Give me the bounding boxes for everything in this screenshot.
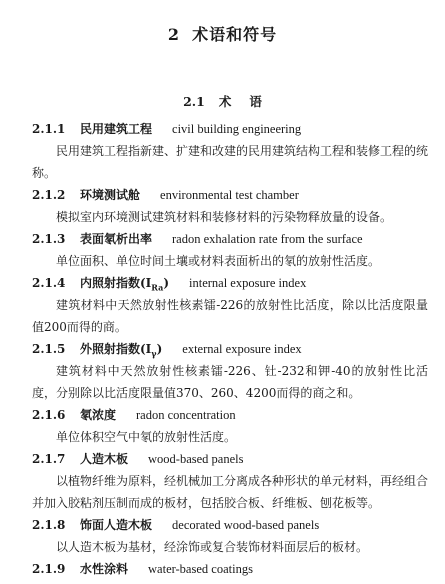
section-number: 2.1: [183, 94, 205, 109]
term-definition: 单位体积空气中氡的放射性活度。: [56, 430, 237, 444]
term-code: 2.1.4: [32, 276, 66, 290]
term-code: 2.1.9: [32, 562, 66, 576]
section-heading-char-2: 语: [249, 94, 262, 109]
term-chinese: 氡浓度: [80, 408, 117, 422]
term-english: internal exposure index: [189, 276, 307, 290]
term-definition: 民用建筑工程指新建、扩建和改建的民用建筑结构工程和装修工程的统称。: [32, 144, 429, 180]
term-entry: [32, 514, 428, 558]
term-code: 2.1.8: [32, 518, 66, 532]
term-english: external exposure index: [182, 342, 302, 356]
term-code: 2.1.7: [32, 452, 66, 466]
term-chinese: 水性涂料: [80, 562, 129, 576]
term-chinese: 人造木板: [80, 452, 129, 466]
term-entry: [32, 184, 428, 228]
term-chinese-main: 内照射指数(I: [80, 276, 152, 290]
term-entry: [32, 272, 428, 338]
term-english: radon concentration: [136, 408, 236, 422]
term-definition: 以植物纤维为原料，经机械加工分离成各种形状的单元材料，再经组合并加入胶粘剂压制而成的板材，包括胶合板、纤维板、刨花板等。: [32, 474, 429, 510]
term-code: 2.1.2: [32, 188, 66, 202]
term-code: 2.1.5: [32, 342, 66, 356]
terms-list: [32, 118, 428, 580]
chapter-number: 2: [167, 25, 181, 44]
term-definition: 模拟室内环境测试建筑材料和装修材料的污染物释放量的设备。: [56, 210, 393, 224]
term-entry: [32, 558, 428, 580]
term-chinese-main: 外照射指数(I: [80, 342, 152, 356]
term-definition: 建筑材料中天然放射性核素镭-226、钍-232和钾-40的放射性比活度，分别除以比活度限量值370、260、4200而得的商之和。: [32, 364, 428, 400]
term-chinese-subscript: γ: [151, 348, 157, 359]
term-chinese: 民用建筑工程: [80, 122, 153, 136]
term-entry: [32, 448, 428, 514]
term-english: decorated wood-based panels: [172, 518, 320, 532]
term-code: 2.1.6: [32, 408, 66, 422]
term-chinese: 饰面人造木板: [80, 518, 153, 532]
term-code: 2.1.1: [32, 122, 66, 136]
term-code: 2.1.3: [32, 232, 66, 246]
section-title: [0, 92, 445, 110]
term-chinese: 环境测试舱: [80, 188, 141, 202]
term-entry: [32, 228, 428, 272]
term-definition: 单位面积、单位时间土壤或材料表面析出的氡的放射性活度。: [56, 254, 381, 268]
term-chinese: [80, 276, 169, 293]
term-chinese-tail: ): [163, 276, 169, 290]
term-english: radon exhalation rate from the surface: [172, 232, 363, 246]
term-chinese: 表面氡析出率: [80, 232, 153, 246]
term-english: environmental test chamber: [160, 188, 299, 202]
term-definition: 建筑材料中天然放射性核素镭-226的放射性比活度，除以比活度限量值200而得的商。: [32, 298, 428, 334]
term-english: wood-based panels: [148, 452, 244, 466]
term-english: water-based coatings: [148, 562, 253, 576]
term-english: civil building engineering: [172, 122, 302, 136]
term-chinese: [80, 342, 163, 359]
section-heading-char-1: 术: [218, 94, 232, 109]
term-chinese-tail: ): [156, 342, 163, 356]
chapter-title: [0, 22, 445, 45]
term-definition: 以人造木板为基材，经涂饰或复合装饰材料面层后的板材。: [56, 540, 369, 554]
term-entry: [32, 118, 428, 184]
term-entry: [32, 404, 428, 448]
term-entry: [32, 338, 428, 404]
term-chinese-subscript: Ra: [151, 282, 164, 293]
chapter-heading: 术语和符号: [192, 25, 278, 44]
